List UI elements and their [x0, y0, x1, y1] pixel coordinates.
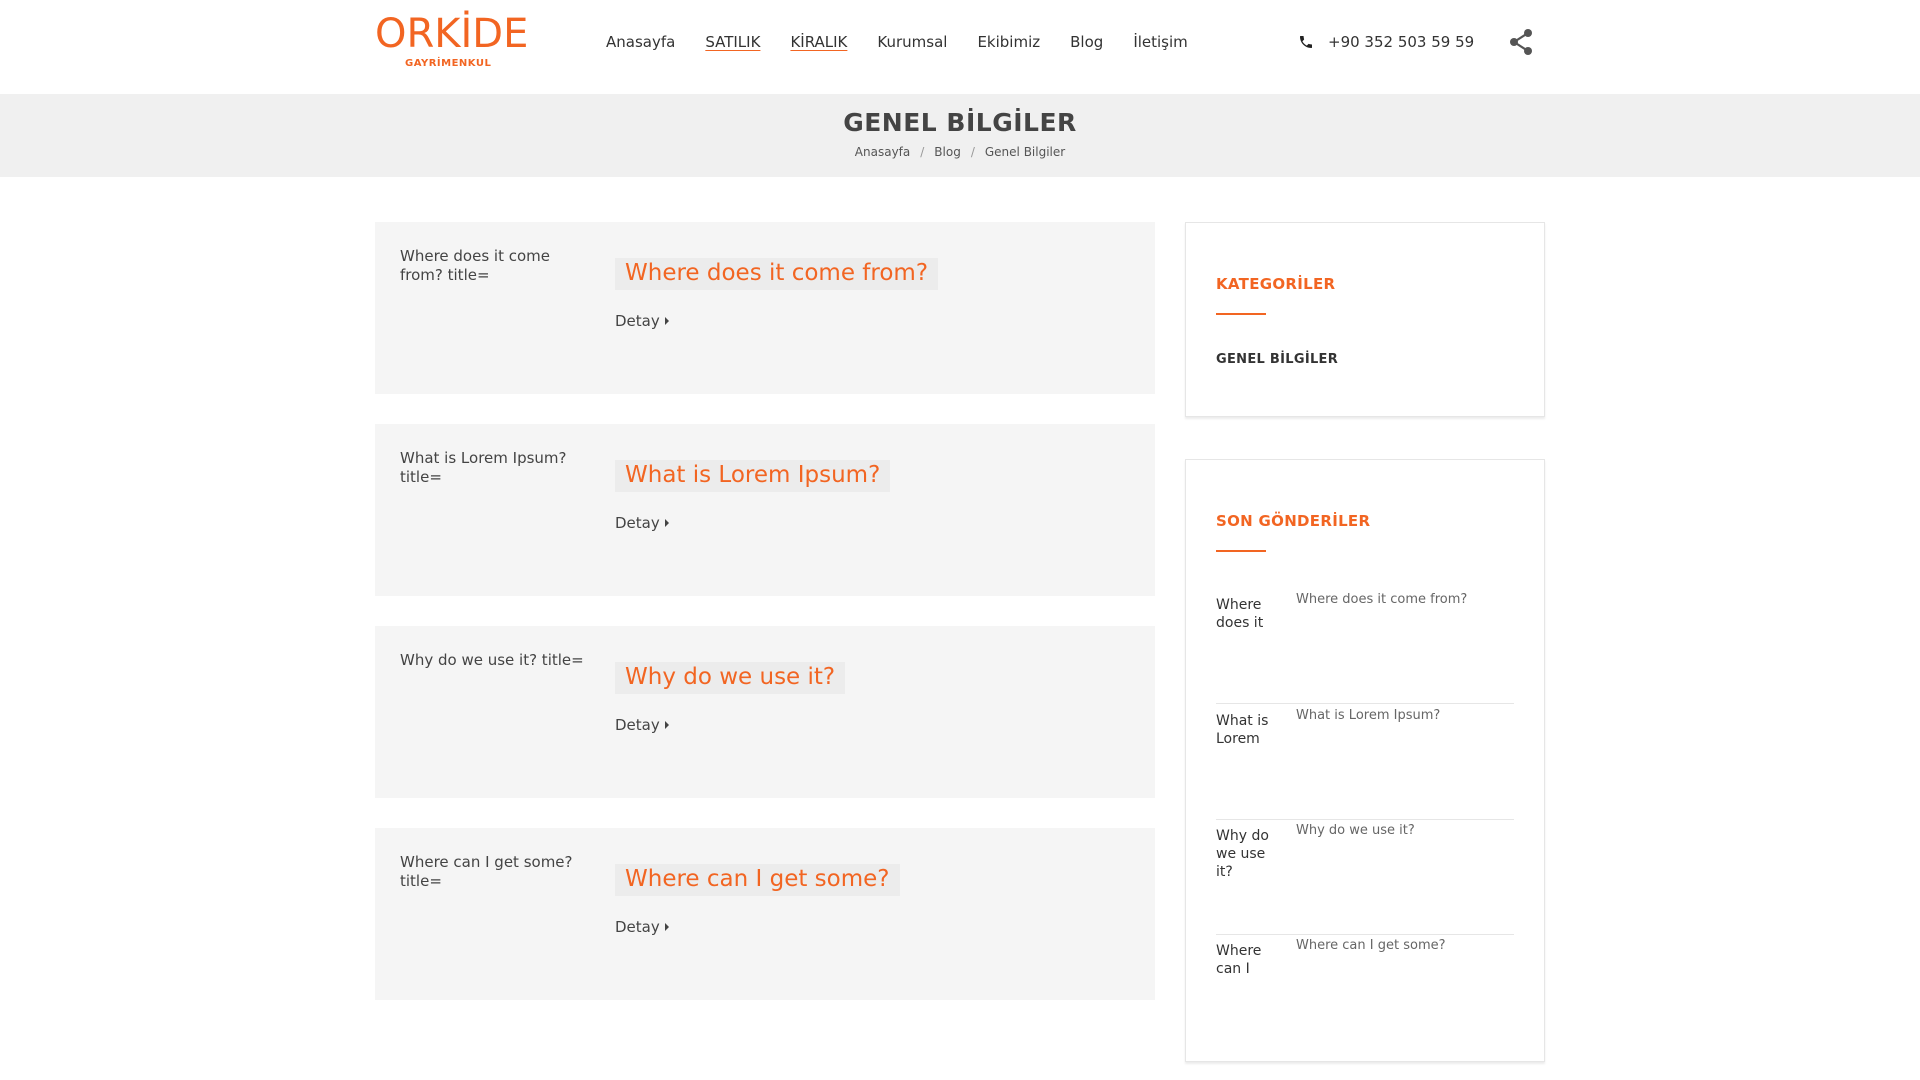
- breadcrumb: [0, 145, 1920, 159]
- phone-contact[interactable]: [1298, 30, 1474, 54]
- nav-item-blog[interactable]: Blog: [1070, 33, 1104, 51]
- recent-post-thumbnail[interactable]: Why do we use it?: [1216, 828, 1269, 880]
- categories-title: KATEGORİLER: [1216, 275, 1336, 293]
- caret-right-icon: [665, 519, 669, 527]
- post-detail-label: Detay: [615, 312, 660, 330]
- post-detail-link[interactable]: [615, 716, 669, 734]
- nav-item-iletisim[interactable]: İletişim: [1133, 33, 1188, 51]
- nav-item-ekibimiz[interactable]: Ekibimiz: [977, 33, 1041, 51]
- recent-post-thumbnail[interactable]: Where can I: [1216, 943, 1262, 977]
- post-detail-link[interactable]: [615, 312, 669, 330]
- nav-item-kiralik[interactable]: KİRALIK: [790, 33, 848, 51]
- site-logo[interactable]: [375, 11, 529, 72]
- recent-post-title[interactable]: What is Lorem Ipsum?: [1296, 708, 1441, 723]
- blog-post-card: [375, 828, 1155, 1000]
- breadcrumb-home[interactable]: Anasayfa: [854, 145, 911, 159]
- post-image[interactable]: What is Lorem Ipsum? title=: [400, 449, 567, 486]
- page-title: GENEL BİLGİLER: [843, 108, 1077, 137]
- breadcrumb-separator: /: [970, 145, 975, 159]
- breadcrumb-current: Genel Bilgiler: [984, 145, 1066, 159]
- recent-post-title[interactable]: Why do we use it?: [1296, 823, 1415, 838]
- blog-post-card: [375, 222, 1155, 394]
- post-detail-link[interactable]: [615, 918, 669, 936]
- recent-post-item[interactable]: [1216, 819, 1514, 935]
- breadcrumb-separator: /: [920, 145, 925, 159]
- main-nav: [606, 30, 1218, 54]
- recent-post-title[interactable]: Where can I get some?: [1296, 938, 1446, 953]
- post-image[interactable]: Why do we use it? title=: [400, 651, 584, 669]
- recent-post-item[interactable]: [1216, 704, 1514, 820]
- share-icon[interactable]: [1508, 28, 1534, 56]
- post-title[interactable]: Where can I get some?: [625, 866, 890, 892]
- caret-right-icon: [665, 923, 669, 931]
- recent-posts-title: SON GÖNDERİLER: [1216, 512, 1371, 530]
- recent-posts-widget: [1185, 459, 1545, 1062]
- categories-widget: [1185, 222, 1545, 417]
- post-title-box: [615, 258, 938, 290]
- post-image[interactable]: Where can I get some? title=: [400, 853, 573, 890]
- post-detail-link[interactable]: [615, 514, 669, 532]
- phone-number: +90 352 503 59 59: [1328, 33, 1475, 51]
- site-header: [0, 0, 1920, 94]
- post-image[interactable]: Where does it come from? title=: [400, 247, 550, 284]
- blog-post-card: [375, 626, 1155, 798]
- recent-post-thumbnail[interactable]: What is Lorem: [1216, 713, 1269, 747]
- phone-icon: [1298, 34, 1314, 50]
- post-detail-label: Detay: [615, 514, 660, 532]
- caret-right-icon: [665, 721, 669, 729]
- recent-post-thumbnail[interactable]: Where does it: [1216, 597, 1264, 631]
- nav-item-kurumsal[interactable]: Kurumsal: [877, 33, 948, 51]
- post-title-box: [615, 864, 900, 896]
- caret-right-icon: [665, 317, 669, 325]
- recent-post-item[interactable]: [1216, 588, 1514, 704]
- logo-name: ORKİDE: [375, 11, 529, 57]
- logo-tagline: GAYRİMENKUL: [405, 58, 492, 69]
- breadcrumb-blog[interactable]: Blog: [934, 145, 961, 159]
- post-title[interactable]: What is Lorem Ipsum?: [625, 462, 881, 488]
- post-title[interactable]: Why do we use it?: [625, 664, 836, 690]
- title-underline: [1216, 550, 1266, 552]
- post-title[interactable]: Where does it come from?: [625, 260, 929, 286]
- blog-post-card: [375, 424, 1155, 596]
- recent-post-item[interactable]: [1216, 934, 1514, 1050]
- category-item[interactable]: GENEL BİLGİLER: [1216, 352, 1339, 367]
- post-title-box: [615, 460, 890, 492]
- post-title-box: [615, 662, 845, 694]
- nav-item-satilik[interactable]: SATILIK: [705, 33, 761, 51]
- recent-post-title[interactable]: Where does it come from?: [1296, 592, 1468, 607]
- post-detail-label: Detay: [615, 918, 660, 936]
- nav-item-anasayfa[interactable]: Anasayfa: [606, 33, 676, 51]
- post-detail-label: Detay: [615, 716, 660, 734]
- title-underline: [1216, 313, 1266, 315]
- page-title-band: [0, 94, 1920, 177]
